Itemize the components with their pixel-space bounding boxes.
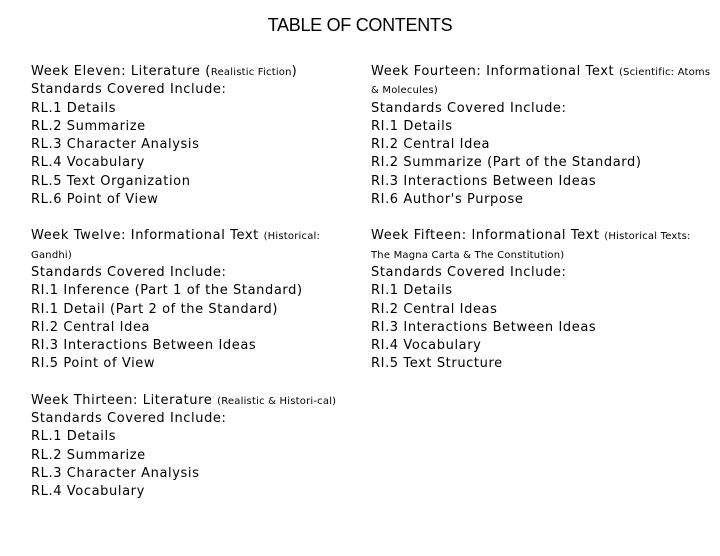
standards-label: Standards Covered Include: (31, 82, 227, 98)
week-title: Week Twelve: Informational Text (31, 228, 264, 244)
standard-item: RL.4 Vocabulary (31, 155, 145, 171)
standard-item: RI.5 Point of View (31, 356, 156, 372)
week-heading (31, 63, 353, 81)
week-heading (371, 63, 711, 100)
standard-item: RI.6 Author's Purpose (371, 192, 524, 208)
standards-label: Standards Covered Include: (371, 100, 567, 116)
week-subtitle: Realistic Fiction (210, 67, 292, 78)
week-subtitle: (Scientific: Atoms & Molecules) (371, 67, 711, 97)
standard-item: RI.5 Text Structure (371, 356, 503, 372)
week-subtitle: (Historical Texts: The Magna Carta & The Constitution) (371, 231, 691, 261)
week-fourteen-section (371, 63, 711, 209)
standard-item: RL.1 Details (31, 429, 117, 445)
standards-label: Standards Covered Include: (31, 264, 227, 280)
week-subtitle: (Realistic & Histori-cal) (217, 395, 337, 407)
standards-label: Standards Covered Include: (31, 411, 227, 427)
week-eleven-section (31, 63, 353, 209)
standard-item: RI.1 Detail (Part 2 of the Standard) (31, 301, 279, 317)
standard-item: RL.5 Text Organization (31, 173, 191, 189)
standard-item: RI.2 Central Idea (31, 319, 151, 335)
left-column (31, 63, 353, 520)
week-heading (371, 227, 711, 264)
standard-item: RI.3 Interactions Between Ideas (371, 173, 597, 189)
week-title: Week Fourteen: Informational Text (371, 64, 619, 79)
week-thirteen-section (31, 392, 353, 502)
standard-item: RI.3 Interactions Between Ideas (371, 319, 597, 335)
week-title: Week Thirteen: Literature (31, 392, 218, 408)
week-title: Week Fifteen: Informational Text (371, 228, 605, 244)
week-fifteen-section (371, 227, 711, 373)
standard-item: RI.2 Central Ideas (371, 301, 498, 317)
week-twelve-section (31, 227, 353, 373)
standard-item: RI.3 Interactions Between Ideas (31, 338, 257, 354)
standards-label: Standards Covered Include: (371, 264, 567, 280)
standard-item: RI.1 Details (371, 118, 453, 134)
standard-item: RI.4 Vocabulary (371, 338, 482, 354)
right-column (371, 63, 711, 392)
standard-item: RL.3 Character Analysis (31, 465, 200, 481)
standard-item: RL.4 Vocabulary (31, 484, 145, 500)
week-title-end: ) (291, 64, 298, 79)
standard-item: RI.2 Summarize (Part of the Standard) (371, 155, 642, 171)
standard-item: RI.2 Central Idea (371, 137, 491, 153)
page-title: TABLE OF CONTENTS (267, 15, 453, 35)
standard-item: RL.1 Details (31, 100, 117, 116)
standard-item: RL.3 Character Analysis (31, 137, 200, 153)
standard-item: RL.2 Summarize (31, 118, 146, 134)
standard-item: RI.1 Details (371, 283, 453, 299)
week-title: Week Eleven: Literature ( (31, 64, 211, 79)
week-subtitle: (Historical: Gandhi) (31, 231, 321, 261)
week-heading (31, 392, 353, 410)
standard-item: RL.6 Point of View (31, 192, 159, 208)
week-heading (31, 227, 353, 264)
standard-item: RL.2 Summarize (31, 447, 146, 463)
standard-item: RI.1 Inference (Part 1 of the Standard) (31, 283, 303, 299)
